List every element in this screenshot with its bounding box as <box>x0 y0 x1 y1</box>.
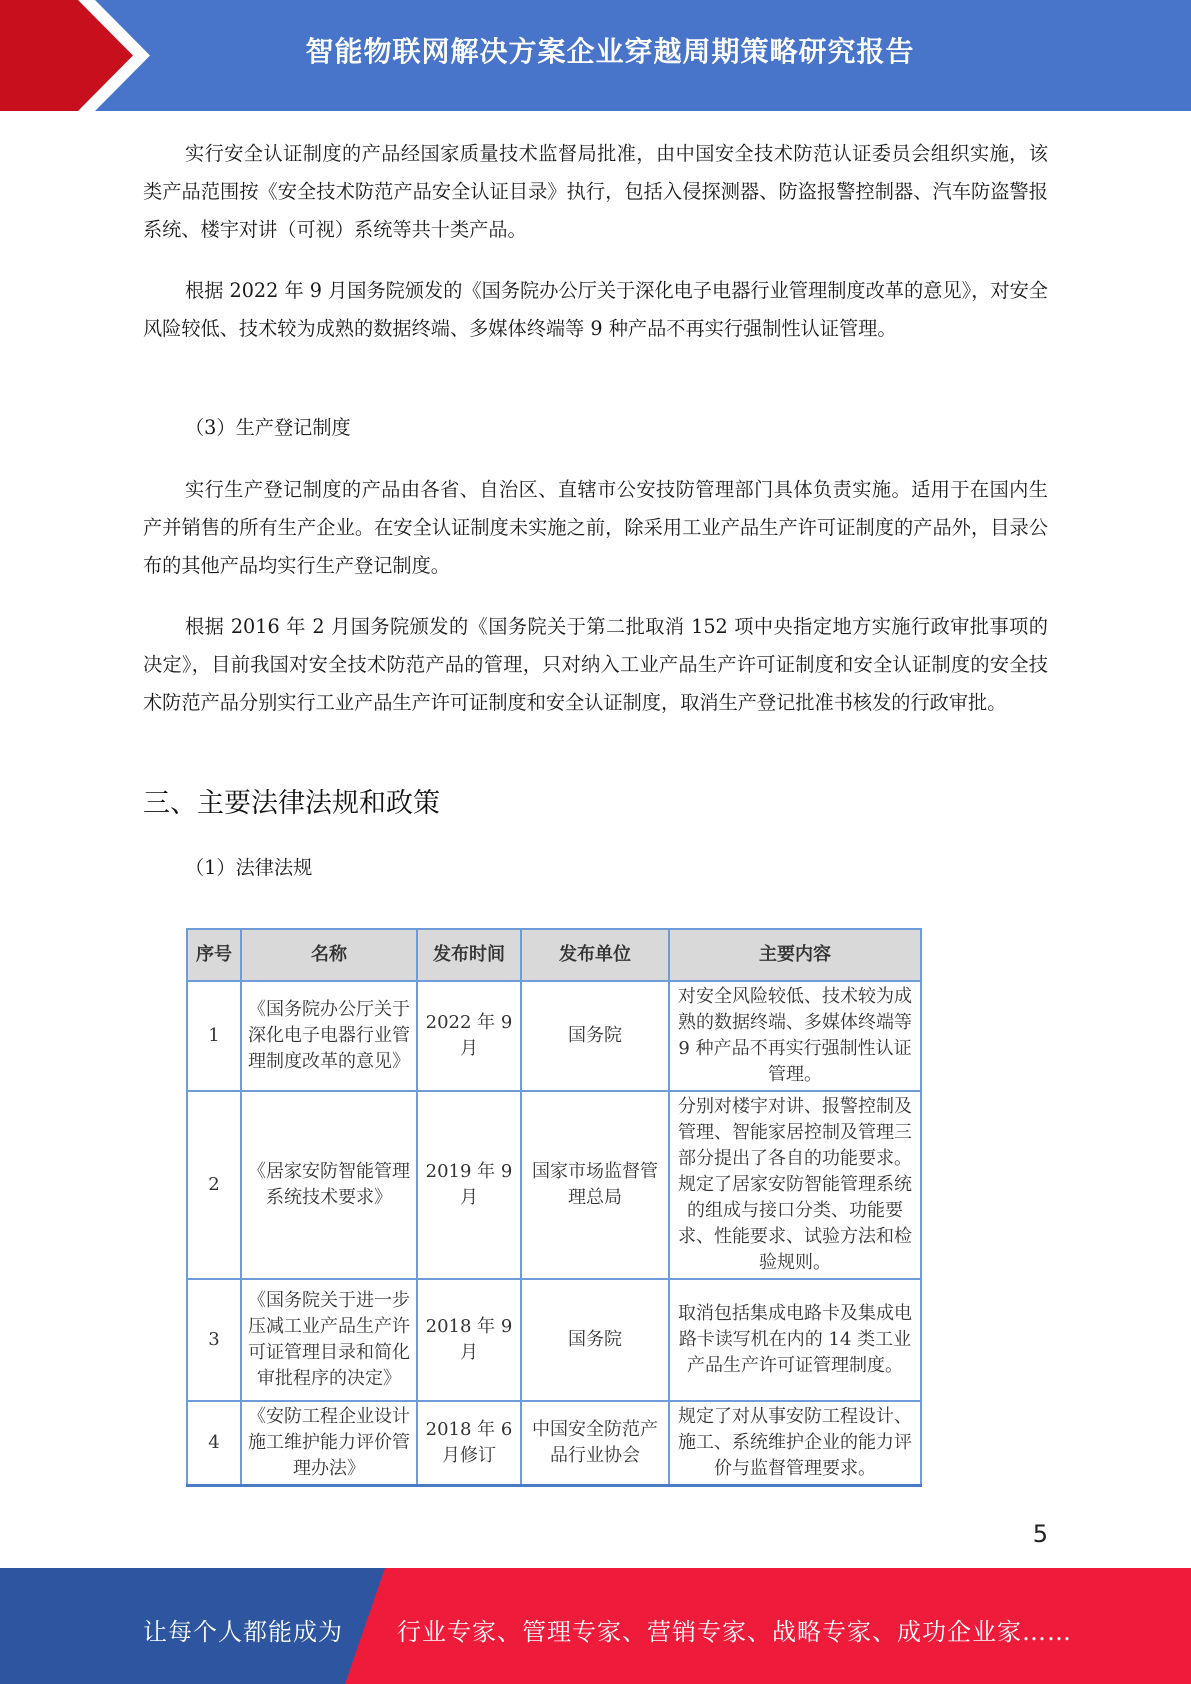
cell-issuer: 国家市场监督管理总局 <box>521 1091 669 1279</box>
footer-slogan-right: 行业专家、管理专家、营销专家、战略专家、成功企业家…… <box>397 1618 1072 1646</box>
cell-date: 2018 年 9 月 <box>417 1279 521 1401</box>
section-title: 三、主要法律法规和政策 <box>143 788 440 819</box>
cell-name: 《安防工程企业设计施工维护能力评价管理办法》 <box>241 1401 417 1486</box>
header-date: 发布时间 <box>417 929 521 981</box>
header-index: 序号 <box>187 929 241 981</box>
cell-index: 2 <box>187 1091 241 1279</box>
subhead-production-registration: （3）生产登记制度 <box>185 416 351 439</box>
page-number: 5 <box>1032 1520 1048 1548</box>
cell-content: 规定了对从事安防工程设计、施工、系统维护企业的能力评价与监督管理要求。 <box>669 1401 921 1486</box>
cell-index: 4 <box>187 1401 241 1486</box>
table-row <box>187 1279 921 1401</box>
table-row <box>187 981 921 1091</box>
footer-slogan-left: 让每个人都能成为 <box>143 1618 343 1646</box>
cell-content: 分别对楼宇对讲、报警控制及管理、智能家居控制及管理三部分提出了各自的功能要求。规定了居家安防智能管理系统的组成与接口分类、功能要求、性能要求、试验方法和检验规则。 <box>669 1091 921 1279</box>
paragraph-2016-decision: 根据 2016 年 2 月国务院颁发的《国务院关于第二批取消 152 项中央指定地方实施行政审批事项的决定》，目前我国对安全技术防范产品的管理，只对纳入工业产品生产许可证制度和安全认证制度的安全技术防范产品分别实行工业产品生产许可证制度和安全认证制度，取消生产登记批准书核发的行政审批。 <box>143 615 1048 714</box>
cell-issuer: 国务院 <box>521 981 669 1091</box>
cell-content: 取消包括集成电路卡及集成电路卡读写机在内的 14 类工业产品生产许可证管理制度。 <box>669 1279 921 1401</box>
paragraph-2022-reform: 根据 2022 年 9 月国务院颁发的《国务院办公厅关于深化电子电器行业管理制度改革的意见》，对安全风险较低、技术较为成熟的数据终端、多媒体终端等 9 种产品不再实行强制性认证管理。 <box>143 279 1048 340</box>
table-row <box>187 1091 921 1279</box>
cell-issuer: 中国安全防范产品行业协会 <box>521 1401 669 1486</box>
paragraph-safety-certification: 实行安全认证制度的产品经国家质量技术监督局批准，由中国安全技术防范认证委员会组织实施，该类产品范围按《安全技术防范产品安全认证目录》执行，包括入侵探测器、防盗报警控制器、汽车防盗警报系统、楼宇对讲（可视）系统等共十类产品。 <box>143 142 1048 241</box>
cell-name: 《国务院关于进一步压减工业产品生产许可证管理目录和简化审批程序的决定》 <box>241 1279 417 1401</box>
cell-date: 2022 年 9 月 <box>417 981 521 1091</box>
cell-index: 1 <box>187 981 241 1091</box>
report-title: 智能物联网解决方案企业穿越周期策略研究报告 <box>305 35 915 68</box>
laws-table <box>186 928 920 1487</box>
cell-index: 3 <box>187 1279 241 1401</box>
cell-date: 2019 年 9 月 <box>417 1091 521 1279</box>
table-row <box>187 1401 921 1486</box>
cell-name: 《国务院办公厅关于深化电子电器行业管理制度改革的意见》 <box>241 981 417 1091</box>
cell-issuer: 国务院 <box>521 1279 669 1401</box>
cell-name: 《居家安防智能管理系统技术要求》 <box>241 1091 417 1279</box>
page-header <box>0 0 1191 111</box>
header-issuer: 发布单位 <box>521 929 669 981</box>
header-name: 名称 <box>241 929 417 981</box>
header-chevron-decoration <box>0 0 170 111</box>
cell-date: 2018 年 6 月修订 <box>417 1401 521 1486</box>
header-content: 主要内容 <box>669 929 921 981</box>
cell-content: 对安全风险较低、技术较为成熟的数据终端、多媒体终端等 9 种产品不再实行强制性认证管理。 <box>669 981 921 1091</box>
paragraph-production-registration: 实行生产登记制度的产品由各省、自治区、直辖市公安技防管理部门具体负责实施。适用于在国内生产并销售的所有生产企业。在安全认证制度未实施之前，除采用工业产品生产许可证制度的产品外，目录公布的其他产品均实行生产登记制度。 <box>143 478 1048 577</box>
subhead-laws: （1）法律法规 <box>185 856 313 879</box>
table-header-row <box>187 929 921 981</box>
page-footer <box>0 1568 1191 1684</box>
